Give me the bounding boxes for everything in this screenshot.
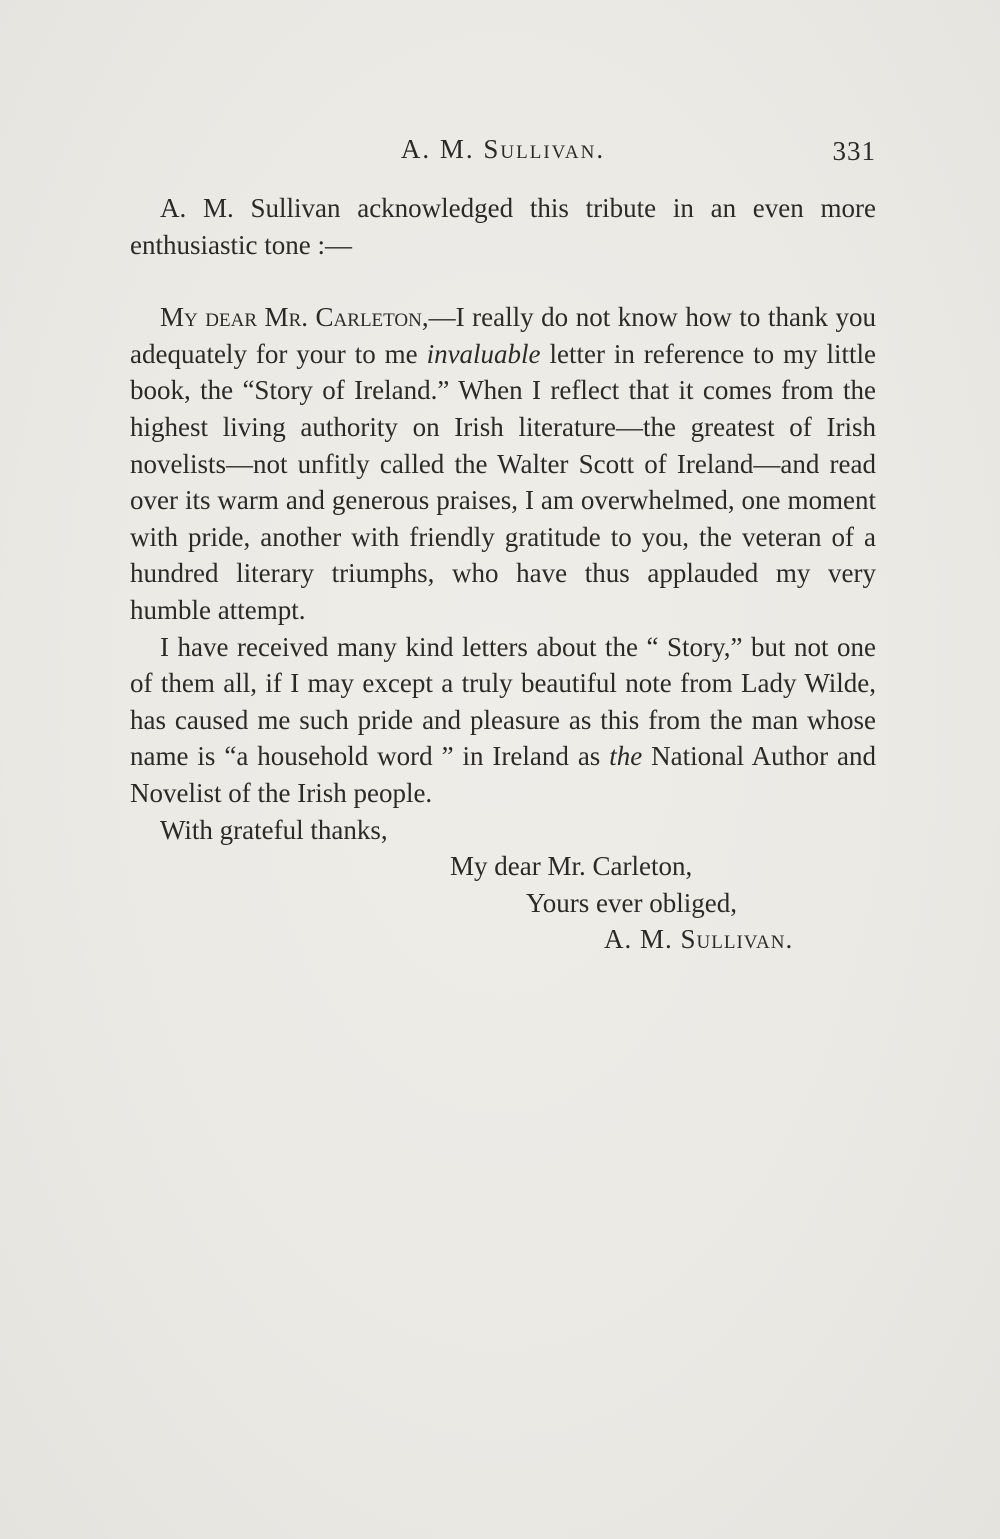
letter-paragraph-2 (130, 629, 876, 812)
page-number: 331 (832, 136, 876, 166)
running-title: A. M. Sullivan. (400, 134, 606, 164)
intro-paragraph: A. M. Sullivan acknowledged this tribute in an even more enthusiastic tone :— (130, 193, 876, 260)
letter-paragraph-2-italic: the (609, 741, 643, 772)
closing-line-1: My dear Mr. Carleton, (450, 851, 693, 882)
closing-line-2: Yours ever obliged, (526, 887, 737, 918)
letter-paragraph-1-text-b: letter in reference to my little book, the “Story of Ireland.” When I reflect that it comes from the highest living authority on Irish literature—the greatest of Irish novelists—not unfitly called the Walter Scott of Ireland—and read over its warm and generous praises, I am overwhelmed, one moment with pride, another with friendly gratitude to you, the veteran of a hundred literary triumphs, who have thus applauded my very humble attempt. (130, 338, 876, 625)
body-text (130, 190, 876, 958)
letter-salutation: My dear Mr. Carleton, (160, 302, 429, 333)
letter-paragraph-2-text-b: National Author and Novelist of the Irish people. (130, 741, 876, 808)
letter-paragraph-2-text-a: I have received many kind letters about the “ Story,” but not one of them all, if I may except a truly beautiful note from Lady Wilde, has caused me such pride and pleasure as this from the man whose name is “a household word ” in Ireland as (130, 631, 876, 772)
letter-paragraph-3: With grateful thanks, (160, 814, 388, 845)
letter-paragraph-1-text-a: —I really do not know how to thank you adequately for your to me (130, 302, 876, 369)
running-head (130, 130, 876, 170)
signature: A. M. Sullivan. (604, 924, 794, 955)
letter-paragraph-1 (130, 299, 876, 628)
letter-paragraph-1-italic: invaluable (426, 338, 541, 369)
